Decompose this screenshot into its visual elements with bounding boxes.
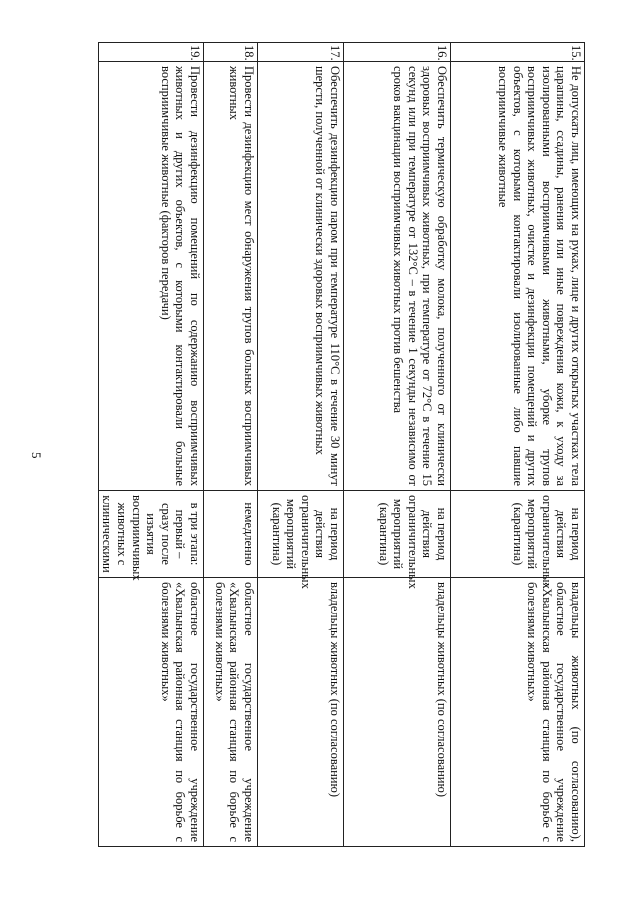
measures-table-wrapper: [100, 42, 585, 847]
responsible-cell: владельцы животных (по согласованию), областное государственное учреждение «Хвалынская районная станция по борьбе с болезнями животных»: [451, 578, 585, 847]
responsible-cell: областное государственное учреждение «Хвалынская районная станция по борьбе с болезнями животных»: [98, 578, 203, 847]
measure-cell: Не допускать лиц, имеющих на руках, лице и других открытых участках тела царапины, ссадины, ранения или иные повреждения кожи, к уходу за изолированными восприимчивыми животными, уборке трупов восприимчивых животных, очистке и дезинфекции помещений и других объектов, с которыми контактировали изолированные либо павшие восприимчивые животные: [451, 62, 585, 491]
responsible-cell: областное государственное учреждение «Хвалынская районная станция по борьбе с болезнями животных»: [204, 578, 258, 847]
table-row: [204, 43, 258, 847]
row-number: 17.: [258, 43, 344, 62]
responsible-cell: владельцы животных (по согласованию): [344, 578, 451, 847]
term-cell: в три этапа: первый – сразу после изъятия восприимчивых животных с клиническими: [98, 491, 203, 578]
term-cell: немедленно: [204, 491, 258, 578]
table-row: [258, 43, 344, 847]
row-number: 18.: [204, 43, 258, 62]
term-cell: на период действия ограничительных мероприятий (карантина): [451, 491, 585, 578]
term-cell: на период действия ограничительных мероприятий (карантина): [344, 491, 451, 578]
row-number: 19.: [98, 43, 203, 62]
row-number: 16.: [344, 43, 451, 62]
row-number: 15.: [451, 43, 585, 62]
page-number: 5: [29, 452, 44, 459]
table-row: [98, 43, 203, 847]
measure-cell: Обеспечить термическую обработку молока, полученного от клинически здоровых восприимчивых животных, при температуре от 72°С в течение 15 секунд или при температуре от 132°С – в течение 1 секунды независимо от сроков вакцинации восприимчивых животных против бешенства: [344, 62, 451, 491]
measure-cell: Провести дезинфекцию помещений по содержанию восприимчивых животных и других объектов, с которыми контактировали больные восприимчивые животные (факторов передачи): [98, 62, 203, 491]
measure-cell: Обеспечить дезинфекцию паром при температуре 110°С в течение 30 минут шерсти, полученной от клинически здоровых восприимчивых животных: [258, 62, 344, 491]
measure-cell: Провести дезинфекцию мест обнаружения трупов больных восприимчивых животных: [204, 62, 258, 491]
measures-table: [98, 42, 585, 847]
table-row: [451, 43, 585, 847]
term-cell: на период действия ограничительных мероприятий (карантина): [258, 491, 344, 578]
responsible-cell: владельцы животных (по согласованию): [258, 578, 344, 847]
table-row: [344, 43, 451, 847]
